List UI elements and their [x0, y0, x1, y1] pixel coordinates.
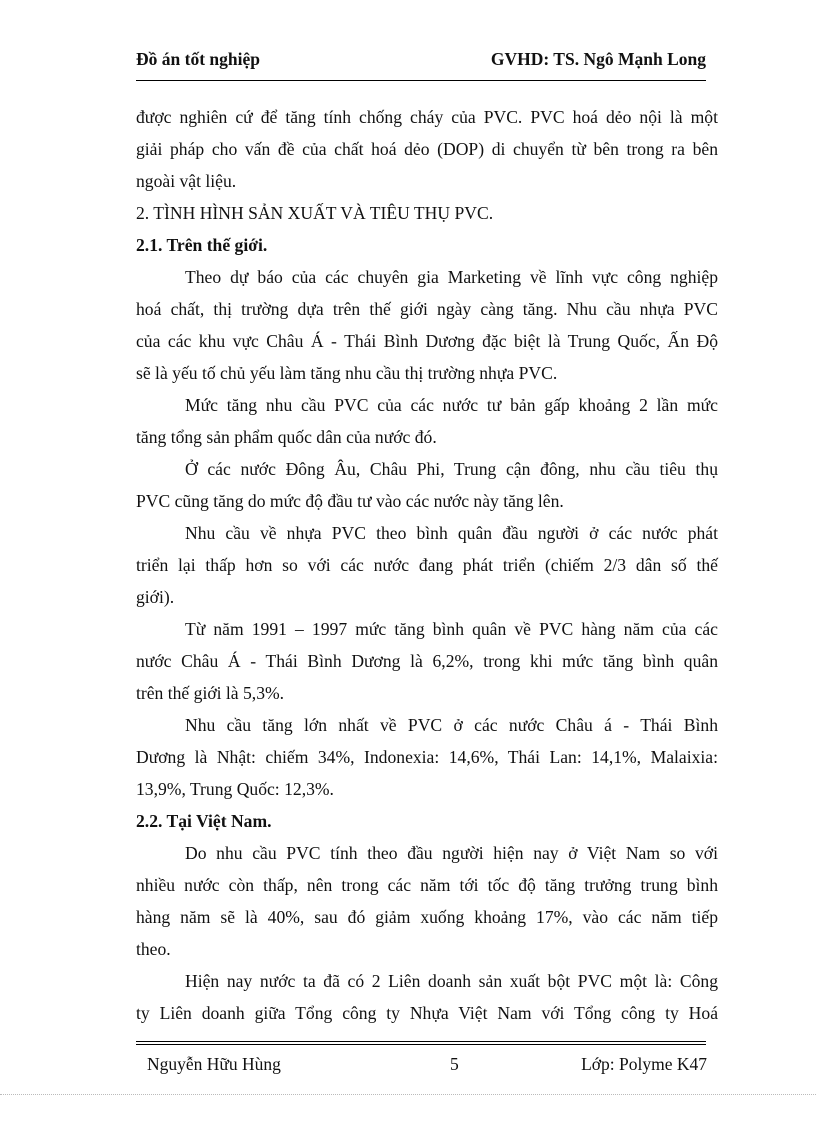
text-line: Dương là Nhật: chiếm 34%, Indonexia: 14,6%, Thái Lan: 14,1%, Malaixia:	[136, 747, 718, 767]
text-line: giới).	[136, 587, 175, 607]
document-body	[136, 101, 718, 1029]
text-line: ngoài vật liệu.	[136, 171, 237, 191]
text-line: Từ năm 1991 – 1997 mức tăng bình quân về PVC hàng năm của các	[185, 619, 718, 639]
footer-author: Nguyễn Hữu Hùng	[147, 1054, 281, 1074]
page-number: 5	[450, 1054, 459, 1074]
footer-class: Lớp: Polyme K47	[581, 1054, 707, 1074]
text-line: sẽ là yếu tố chủ yếu làm tăng nhu cầu thị trường nhựa PVC.	[136, 363, 558, 383]
text-line: triển lại thấp hơn so với các nước đang phát triển (chiếm 2/3 dân số thế	[136, 555, 718, 575]
text-line: tăng tổng sản phẩm quốc dân của nước đó.	[136, 427, 437, 447]
text-line: Nhu cầu tăng lớn nhất về PVC ở các nước Châu á - Thái Bình	[185, 715, 718, 735]
footer-divider	[136, 1041, 706, 1042]
text-line: theo.	[136, 939, 171, 959]
text-line: Theo dự báo của các chuyên gia Marketing về lĩnh vực công nghiệp	[185, 267, 718, 287]
text-line: được nghiên cứ để tăng tính chống cháy của PVC. PVC hoá dẻo nội là một	[136, 107, 718, 127]
footer-divider-second	[136, 1044, 706, 1045]
text-line: Mức tăng nhu cầu PVC của các nước tư bản gấp khoảng 2 lần mức	[185, 395, 718, 415]
section-heading: 2. TÌNH HÌNH SẢN XUẤT VÀ TIÊU THỤ PVC.	[136, 203, 494, 223]
text-line: Ở các nước Đông Âu, Châu Phi, Trung cận đông, nhu cầu tiêu thụ	[185, 459, 718, 479]
text-line: PVC cũng tăng do mức độ đầu tư vào các nước này tăng lên.	[136, 491, 564, 511]
page-break-dots	[0, 1094, 816, 1095]
page-footer	[147, 1054, 707, 1078]
subsection-heading: 2.2. Tại Việt Nam.	[136, 811, 272, 831]
text-line: trên thế giới là 5,3%.	[136, 683, 285, 703]
text-line: Nhu cầu về nhựa PVC theo bình quân đầu người ở các nước phát	[185, 523, 718, 543]
subsection-heading: 2.1. Trên thế giới.	[136, 235, 268, 255]
text-line: của các khu vực Châu Á - Thái Bình Dương đặc biệt là Trung Quốc, Ấn Độ	[136, 331, 718, 351]
text-line: ty Liên doanh giữa Tổng công ty Nhựa Việt Nam với Tổng công ty Hoá	[136, 1003, 718, 1023]
text-line: Do nhu cầu PVC tính theo đầu người hiện nay ở Việt Nam so với	[185, 843, 718, 863]
header-supervisor: GVHD: TS. Ngô Mạnh Long	[490, 49, 706, 69]
text-line: nhiều nước còn thấp, nên trong các năm tới tốc độ tăng trưởng trung bình	[136, 875, 718, 895]
text-line: hoá chất, thị trường dựa trên thế giới ngày càng tăng. Nhu cầu nhựa PVC	[136, 299, 718, 319]
text-line: Hiện nay nước ta đã có 2 Liên doanh sản xuất bột PVC một là: Công	[185, 971, 718, 991]
text-line: giải pháp cho vấn đề của chất hoá dẻo (DOP) di chuyển từ bên trong ra bên	[136, 139, 718, 159]
header-divider	[136, 80, 706, 81]
page-header	[136, 49, 706, 73]
text-line: 13,9%, Trung Quốc: 12,3%.	[136, 779, 334, 799]
text-line: nước Châu Á - Thái Bình Dương là 6,2%, trong khi mức tăng bình quân	[136, 651, 718, 671]
header-title: Đồ án tốt nghiệp	[136, 49, 260, 69]
text-line: hàng năm sẽ là 40%, sau đó giảm xuống khoảng 17%, vào các năm tiếp	[136, 907, 718, 927]
